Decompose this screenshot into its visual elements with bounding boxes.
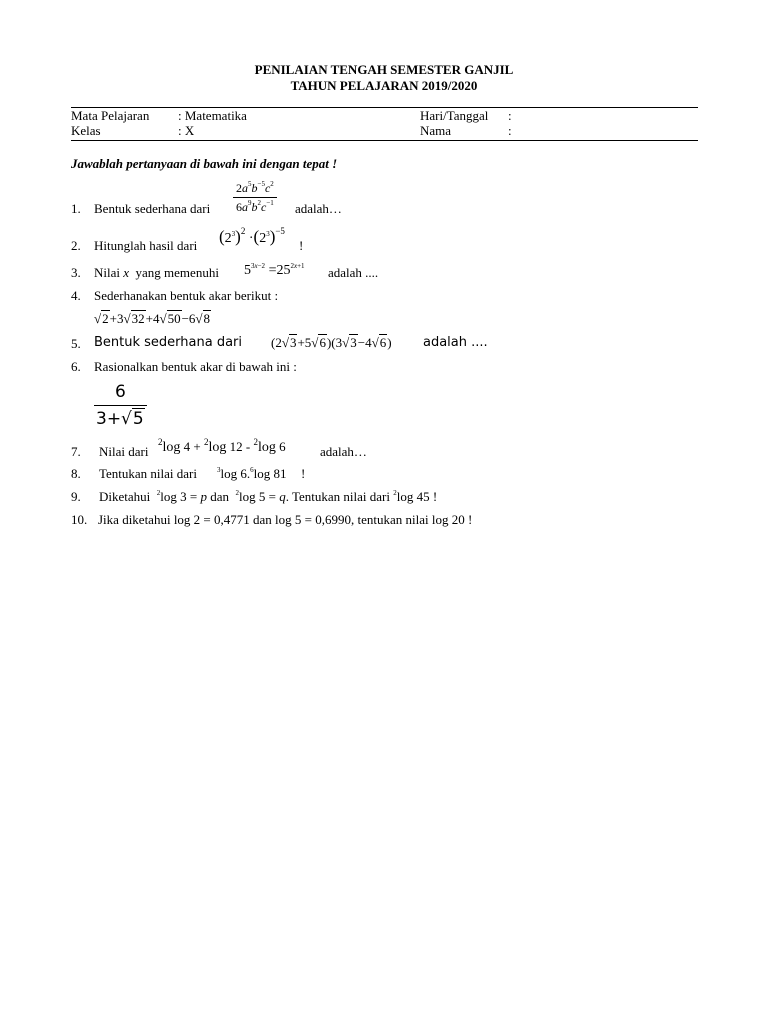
question-3-text: Nilai x yang memenuhi [94, 265, 219, 280]
question-7-number: 7. [71, 444, 81, 459]
question-4-text: Sederhanakan bentuk akar berikut : [94, 288, 279, 303]
subject-label: Mata Pelajaran [71, 108, 150, 123]
question-2-suffix: ! [299, 238, 304, 253]
question-7-text: Nilai dari [99, 444, 149, 459]
date-value: : [508, 108, 512, 123]
question-1-fraction: $\frac{2a^5b^{-5}c^2}{6a^9b^2c^{-1}}$ [233, 180, 277, 215]
question-5-suffix: adalah .... [423, 335, 488, 350]
question-6-fraction: $\frac{6}{3+√5}$ [94, 382, 147, 429]
question-1-number: 1. [71, 201, 81, 216]
page-title: PENILAIAN TENGAH SEMESTER GANJIL [254, 62, 514, 77]
question-1-suffix: adalah… [295, 201, 342, 216]
question-8-expression: $^3$log 6.$^6$log 81 [217, 466, 287, 481]
name-value: : [508, 123, 512, 138]
page-subtitle: TAHUN PELAJARAN 2019/2020 [290, 78, 478, 93]
date-label: Hari/Tanggal [420, 108, 489, 123]
instruction: Jawablah pertanyaan di bawah ini dengan tepat ! [71, 156, 338, 171]
question-10-number: 10. [71, 512, 88, 527]
question-8-number: 8. [71, 466, 81, 481]
question-2-text: Hitunglah hasil dari [94, 238, 198, 253]
question-8-text: Tentukan nilai dari [99, 466, 198, 481]
question-6-text: Rasionalkan bentuk akar di bawah ini : [94, 359, 297, 374]
question-6-number: 6. [71, 359, 81, 374]
question-3-suffix: adalah .... [328, 265, 379, 280]
question-5-number: 5. [71, 336, 81, 351]
question-8-suffix: ! [301, 466, 306, 481]
question-10-text: Jika diketahui log 2 = 0,4771 dan log 5 = 0,6990, tentukan nilai log 20 ! [98, 512, 473, 527]
question-4-number: 4. [71, 288, 81, 303]
subject-value: : Matematika [178, 108, 247, 123]
question-5-expression: (2√3+5√6)(3√3−4√6) [271, 335, 392, 350]
question-2-number: 2. [71, 238, 81, 253]
question-4-expression: √2+3√32+4√50−6√8 [94, 311, 211, 326]
question-9-number: 9. [71, 489, 81, 504]
question-5-text: Bentuk sederhana dari [94, 335, 243, 350]
question-9-text: Diketahui $^2$log 3 = p dan $^2$log 5 = q. Tentukan nilai dari $^2$log 45 ! [99, 489, 438, 504]
header-bottom-rule [71, 140, 698, 141]
question-3-number: 3. [71, 265, 81, 280]
name-label: Nama [420, 123, 452, 138]
class-label: Kelas [71, 123, 101, 138]
question-1-text: Bentuk sederhana dari [94, 201, 211, 216]
question-3-equation: $5^{3x-2} =25^{2x+1}$ [244, 262, 305, 278]
question-7-expression: $^2$log 4 + $^2$log 12 - $^2$log 6 [158, 437, 286, 455]
question-2-expression: $(2^3)^2 \cdot(2^3)^{-5}$ [219, 226, 285, 246]
class-value: : X [178, 123, 195, 138]
header-top-rule [71, 107, 698, 108]
question-7-suffix: adalah… [320, 444, 367, 459]
